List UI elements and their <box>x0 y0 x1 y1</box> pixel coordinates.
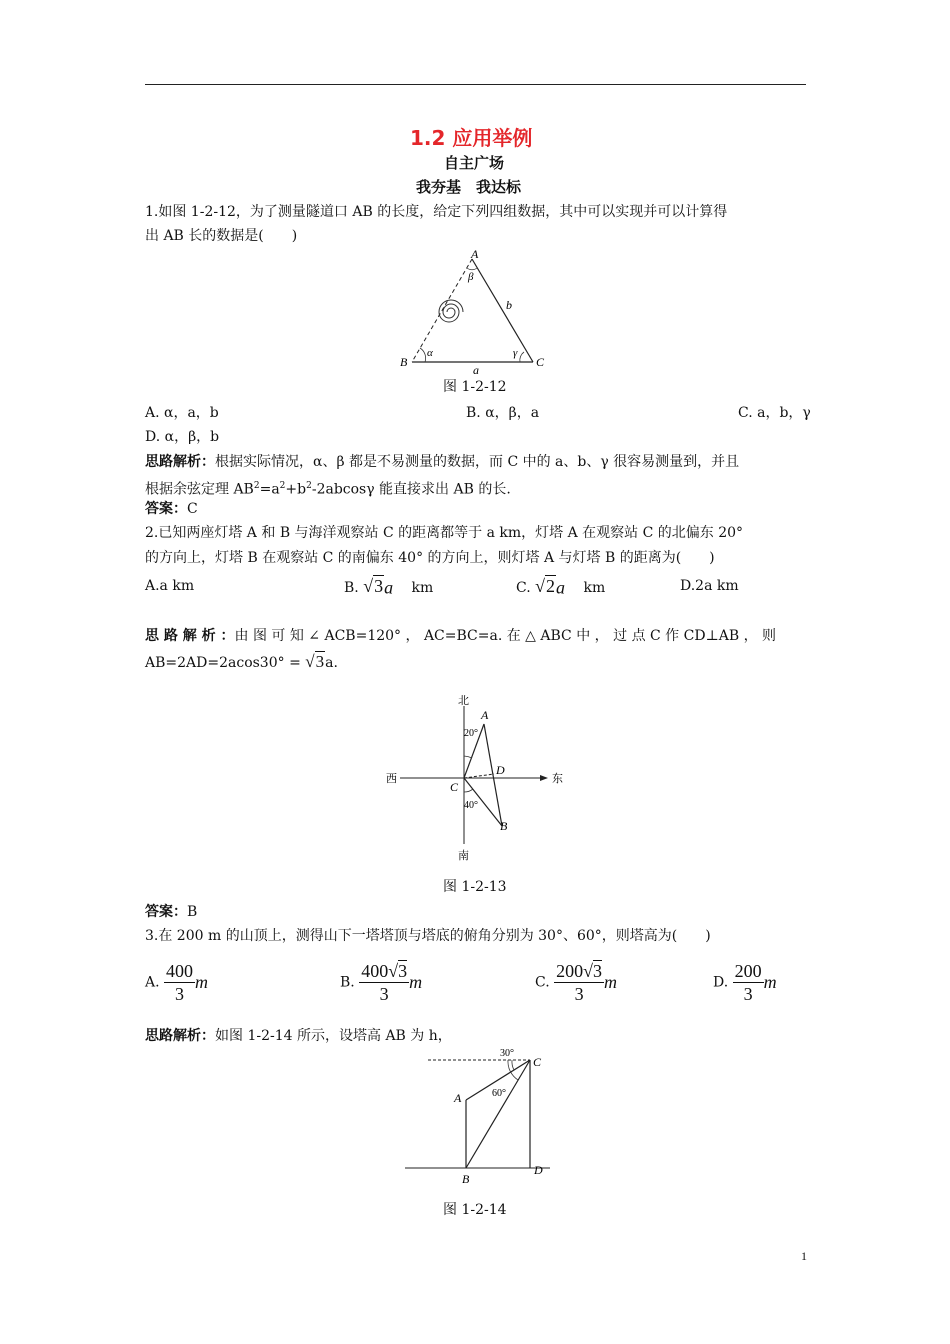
angle-arc-gamma <box>520 352 524 362</box>
label-30-degrees: 30° <box>500 1048 514 1059</box>
q3-option-c-numerator: 200√3 <box>556 961 603 981</box>
q1-analysis-2d: -2abcosγ 能直接求出 AB 的长. <box>311 481 511 498</box>
label-west: 西 <box>386 773 397 785</box>
figure-caption-1-2-13: 图 1-2-13 <box>443 879 507 895</box>
q3-option-c <box>535 960 617 1005</box>
vertex-c: C <box>533 1055 542 1069</box>
q3-option-b-numerator: 400√3 <box>361 961 408 981</box>
q3-analysis-text1: 如图 1-2-14 所示，设塔高 AB 为 h， <box>215 1028 452 1044</box>
q3-option-b-radicand: 3 <box>398 961 408 981</box>
q1-option-a: A. α，a，b <box>145 405 219 421</box>
q3-option-b <box>340 960 422 1005</box>
vertex-a: A <box>471 247 479 261</box>
label-beta: β <box>468 271 474 283</box>
q1-answer-value: C <box>187 501 198 517</box>
label-south: 南 <box>458 850 469 862</box>
q3-option-a-denominator: 3 <box>175 984 185 1004</box>
q2-line2: 的方向上，灯塔 B 在观察站 C 的南偏东 40° 的方向上，则灯塔 A 与灯塔 B 的距离为( ) <box>145 550 715 566</box>
label-east: 东 <box>552 773 563 785</box>
subsection-heading: 我夯基 我达标 <box>416 178 522 196</box>
q2-option-a: A.a km <box>145 578 195 594</box>
q1-sup-2: 2 <box>279 481 286 491</box>
q2-answer-value: B <box>187 904 198 920</box>
q3-option-d-unit: m <box>763 972 777 992</box>
q2-option-b-prefix: B. <box>344 580 359 596</box>
figure-caption-1-2-14: 图 1-2-14 <box>443 1202 507 1218</box>
q2-option-c-unit: km <box>583 580 606 596</box>
q2-analysis-radicand: 3 <box>315 652 325 671</box>
q2-option-c-var: a <box>556 577 566 598</box>
q3-option-d-fraction <box>733 960 764 1005</box>
q1-analysis-label: 思路解析： <box>145 454 215 470</box>
angle-arc-40 <box>464 789 473 792</box>
figure-1-2-12 <box>395 244 555 376</box>
vertex-c: C <box>450 780 459 794</box>
q1-analysis-text1: 根据实际情况，α、β 都是不易测量的数据，而 C 中的 a、b、γ 很容易测量到，并且 <box>215 454 740 470</box>
q3-option-c-prefix: C. <box>535 974 550 991</box>
figure-caption-1-2-12: 图 1-2-12 <box>443 379 507 395</box>
angle-arc-beta <box>467 268 477 270</box>
q2-option-b-radicand: 3 <box>374 576 384 596</box>
q3-option-d-prefix: D. <box>713 974 729 991</box>
label-40-degrees: 40° <box>464 800 478 811</box>
q2-answer-label: 答案： <box>145 904 187 920</box>
label-north: 北 <box>458 695 469 707</box>
q1-option-b: B. α，β，a <box>466 405 540 421</box>
q1-answer-label: 答案： <box>145 501 187 517</box>
q3-option-b-prefix: B. <box>340 974 355 991</box>
vertex-b: B <box>500 819 508 833</box>
q2-analysis-line1 <box>145 624 776 648</box>
q2-option-d: D.2a km <box>680 578 739 594</box>
q3-option-b-fraction <box>359 960 409 1005</box>
figure-1-2-13 <box>380 692 580 864</box>
figure-1-2-14 <box>400 1040 560 1190</box>
q2-line1: 2.已知两座灯塔 A 和 B 与海洋观察站 C 的距离都等于 a km，灯塔 A 在观察站 C 的北偏东 20° <box>145 525 744 541</box>
q3-option-b-num-value: 400 <box>361 961 389 981</box>
q3-option-c-fraction <box>554 960 604 1005</box>
q2-analysis-end: a. <box>325 655 338 671</box>
q2-analysis-label: 思 路 解 析 ： <box>145 628 235 644</box>
segment-cd-dashed <box>464 774 494 778</box>
vertex-b: B <box>400 355 408 369</box>
vertex-a: A <box>481 708 489 722</box>
q1-option-d: D. α，β，b <box>145 429 220 445</box>
q3-option-a <box>145 960 208 1005</box>
q2-option-b-var: a <box>384 577 394 598</box>
vertex-c: C <box>536 355 545 369</box>
label-alpha: α <box>427 347 433 359</box>
label-20-degrees: 20° <box>464 728 478 739</box>
q1-analysis-2b: =a <box>259 481 280 498</box>
q2-option-c <box>516 576 605 599</box>
q3-option-b-denominator: 3 <box>379 984 389 1004</box>
page-number: 1 <box>801 1249 807 1263</box>
q1-analysis-2c: +b <box>285 481 307 498</box>
q3-option-c-unit: m <box>604 972 618 992</box>
q3-option-a-unit: m <box>195 972 209 992</box>
q2-option-c-prefix: C. <box>516 580 531 596</box>
q1-option-c: C. a，b，γ <box>738 405 811 421</box>
label-a: a <box>473 363 479 376</box>
q2-analysis-line2 <box>145 650 338 675</box>
q2-answer <box>145 900 197 924</box>
q3-line1: 3.在 200 m 的山顶上，测得山下一塔塔顶与塔底的俯角分别为 30°、60°，则塔高为( ) <box>145 928 711 944</box>
q2-analysis-text2: AB=2AD=2acos30° = <box>145 655 301 671</box>
page-title: 1.2 应用举例 <box>410 126 533 150</box>
label-b: b <box>506 298 512 312</box>
vertex-b: B <box>462 1172 470 1186</box>
section-heading: 自主广场 <box>444 154 505 172</box>
q3-option-d-denominator: 3 <box>743 984 753 1004</box>
q2-option-c-sqrt: √2 <box>535 576 556 596</box>
vertex-a: A <box>454 1091 462 1105</box>
east-arrow-icon <box>540 775 548 781</box>
q3-option-a-fraction <box>164 960 195 1005</box>
q1-sup-1: 2 <box>253 481 260 491</box>
q3-option-b-unit: m <box>409 972 423 992</box>
q3-analysis-label: 思路解析： <box>145 1028 215 1044</box>
q1-analysis-2a: 根据余弦定理 AB <box>145 481 254 498</box>
q2-option-b <box>344 576 433 599</box>
q1-sup-3: 2 <box>306 481 312 491</box>
q3-option-a-numerator: 400 <box>166 961 194 981</box>
q3-option-c-denominator: 3 <box>574 984 584 1004</box>
q1-line2: 出 AB 长的数据是( ) <box>145 228 298 244</box>
q2-option-c-radicand: 2 <box>546 576 556 596</box>
q2-option-b-sqrt: √3 <box>363 576 384 596</box>
spiral-mountain-icon <box>439 300 463 322</box>
vertex-d: D <box>496 763 505 777</box>
q3-option-c-num-value: 200 <box>556 961 584 981</box>
q1-line1: 1.如图 1-2-12，为了测量隧道口 AB 的长度，给定下列四组数据，其中可以实现并可以计算得 <box>145 204 728 220</box>
q2-option-b-unit: km <box>411 580 434 596</box>
angle-arc-30 <box>512 1060 514 1070</box>
label-60-degrees: 60° <box>492 1088 506 1099</box>
q1-analysis-line2 <box>145 474 511 502</box>
q2-analysis-sqrt: √3 <box>305 652 325 671</box>
angle-arc-20 <box>464 756 472 758</box>
q2-analysis-text1: 由 图 可 知 ∠ ACB=120° ， AC=BC=a. 在 △ ABC 中 ， 过 点 C 作 CD⊥AB ， 则 <box>234 628 777 644</box>
angle-arc-alpha <box>420 348 426 362</box>
q3-option-a-prefix: A. <box>145 974 160 991</box>
label-gamma: γ <box>513 347 518 359</box>
side-b <box>472 259 533 362</box>
q1-analysis-line1 <box>145 450 739 474</box>
q3-option-c-radicand: 3 <box>593 961 603 981</box>
q1-answer <box>145 497 198 521</box>
vertex-d: D <box>534 1163 543 1177</box>
header-rule <box>145 84 806 85</box>
segment-bc <box>466 1060 530 1168</box>
q3-option-d <box>713 960 777 1005</box>
q3-option-d-numerator: 200 <box>734 961 762 981</box>
